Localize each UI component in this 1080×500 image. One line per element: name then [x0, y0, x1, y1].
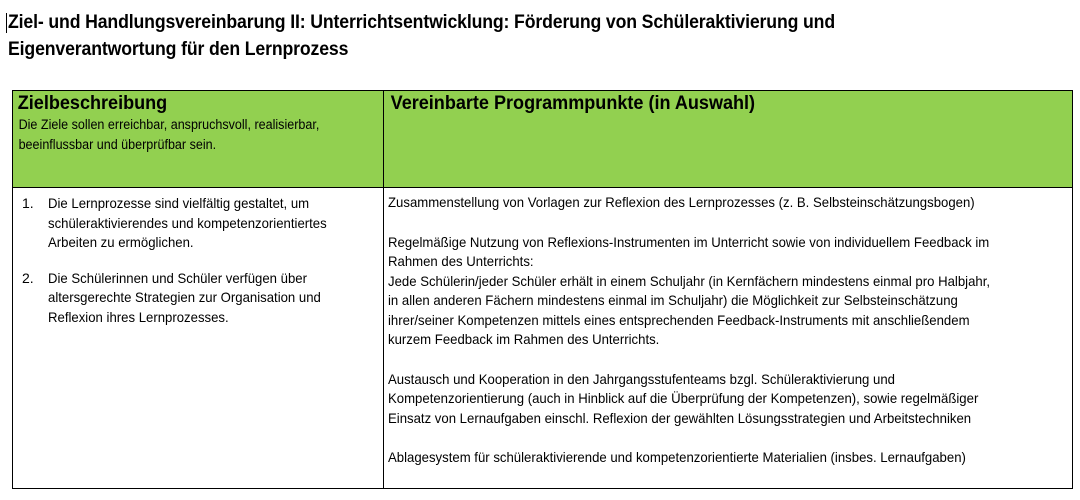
text-cursor — [6, 13, 7, 33]
goal-item — [22, 194, 379, 253]
goal-item — [22, 269, 379, 328]
goal-description-note-line-1: Die Ziele sollen erreichbar, anspruchsvoll, realisierbar, — [18, 117, 320, 132]
table-header-row — [13, 91, 1073, 188]
program-item: Regelmäßige Nutzung von Reflexions-Instrumenten im Unterricht sowie von individuellem Feedback im Rahmen des Unterrichts: Jede Schülerin/jeder Schüler erhält in einem Schuljahr (in Kernfächern mindestens einmal pro Halbjahr, in allen anderen Fächern mindestens einmal im Schuljahr) die Möglichkeit zur Selbsteinschätzung ihrer/seiner Kompetenzen mittels eines entsprechenden Feedback-Instruments mit anschließendem kurzem Feedback im Rahmen des Unterrichts. — [388, 233, 991, 347]
table-body-row — [13, 188, 1073, 489]
goals-list — [13, 188, 383, 327]
program-item: Ablagesystem für schüleraktivierende und kompetenzorientierte Materialien (insbes. Lernaufgaben) — [388, 449, 966, 465]
header-goal-description — [13, 91, 384, 188]
program-points-cell — [384, 188, 1073, 489]
goal-description-note-line-2: beeinflussbar und überprüfbar sein. — [18, 137, 217, 152]
program-item: Zusammenstellung von Vorlagen zur Reflexion des Lernprozesses (z. B. Selbsteinschätzungsbogen) — [388, 194, 975, 210]
goal-text: Die Schülerinnen und Schüler verfügen über altersgerechte Strategien zur Organisation und Reflexion ihres Lernprozesses. — [48, 269, 321, 325]
program-item: Austausch und Kooperation in den Jahrgangsstufenteams bzgl. Schüleraktivierung und Kompetenzorientierung (auch in Hinblick auf die Überprüfung der Kompetenzen), sowie regelmäßiger Einsatz von Lernaufgaben einschl. Reflexion der gewählten Lösungsstrategien und Arbeitstechniken — [388, 370, 979, 426]
goal-number: 1. — [22, 195, 34, 211]
header-program-points — [384, 91, 1073, 188]
document-title-line-2: Eigenverantwortung für den Lernprozess — [8, 39, 349, 60]
goal-text: Die Lernprozesse sind vielfältig gestaltet, um schüleraktivierendes und kompetenzorientiertes Arbeiten zu ermöglichen. — [48, 195, 327, 250]
document-title-line-1: Ziel- und Handlungsvereinbarung II: Unterrichtsentwicklung: Förderung von Schüleraktivierung und — [8, 12, 835, 33]
goal-description-heading: Zielbeschreibung — [17, 93, 168, 114]
agreement-table — [12, 90, 1073, 489]
document-title — [8, 9, 994, 63]
goal-number: 2. — [22, 269, 34, 286]
program-points-list — [384, 188, 1072, 468]
program-points-heading: Vereinbarte Programmpunkte (in Auswahl) — [390, 93, 756, 114]
goals-cell — [13, 188, 384, 489]
